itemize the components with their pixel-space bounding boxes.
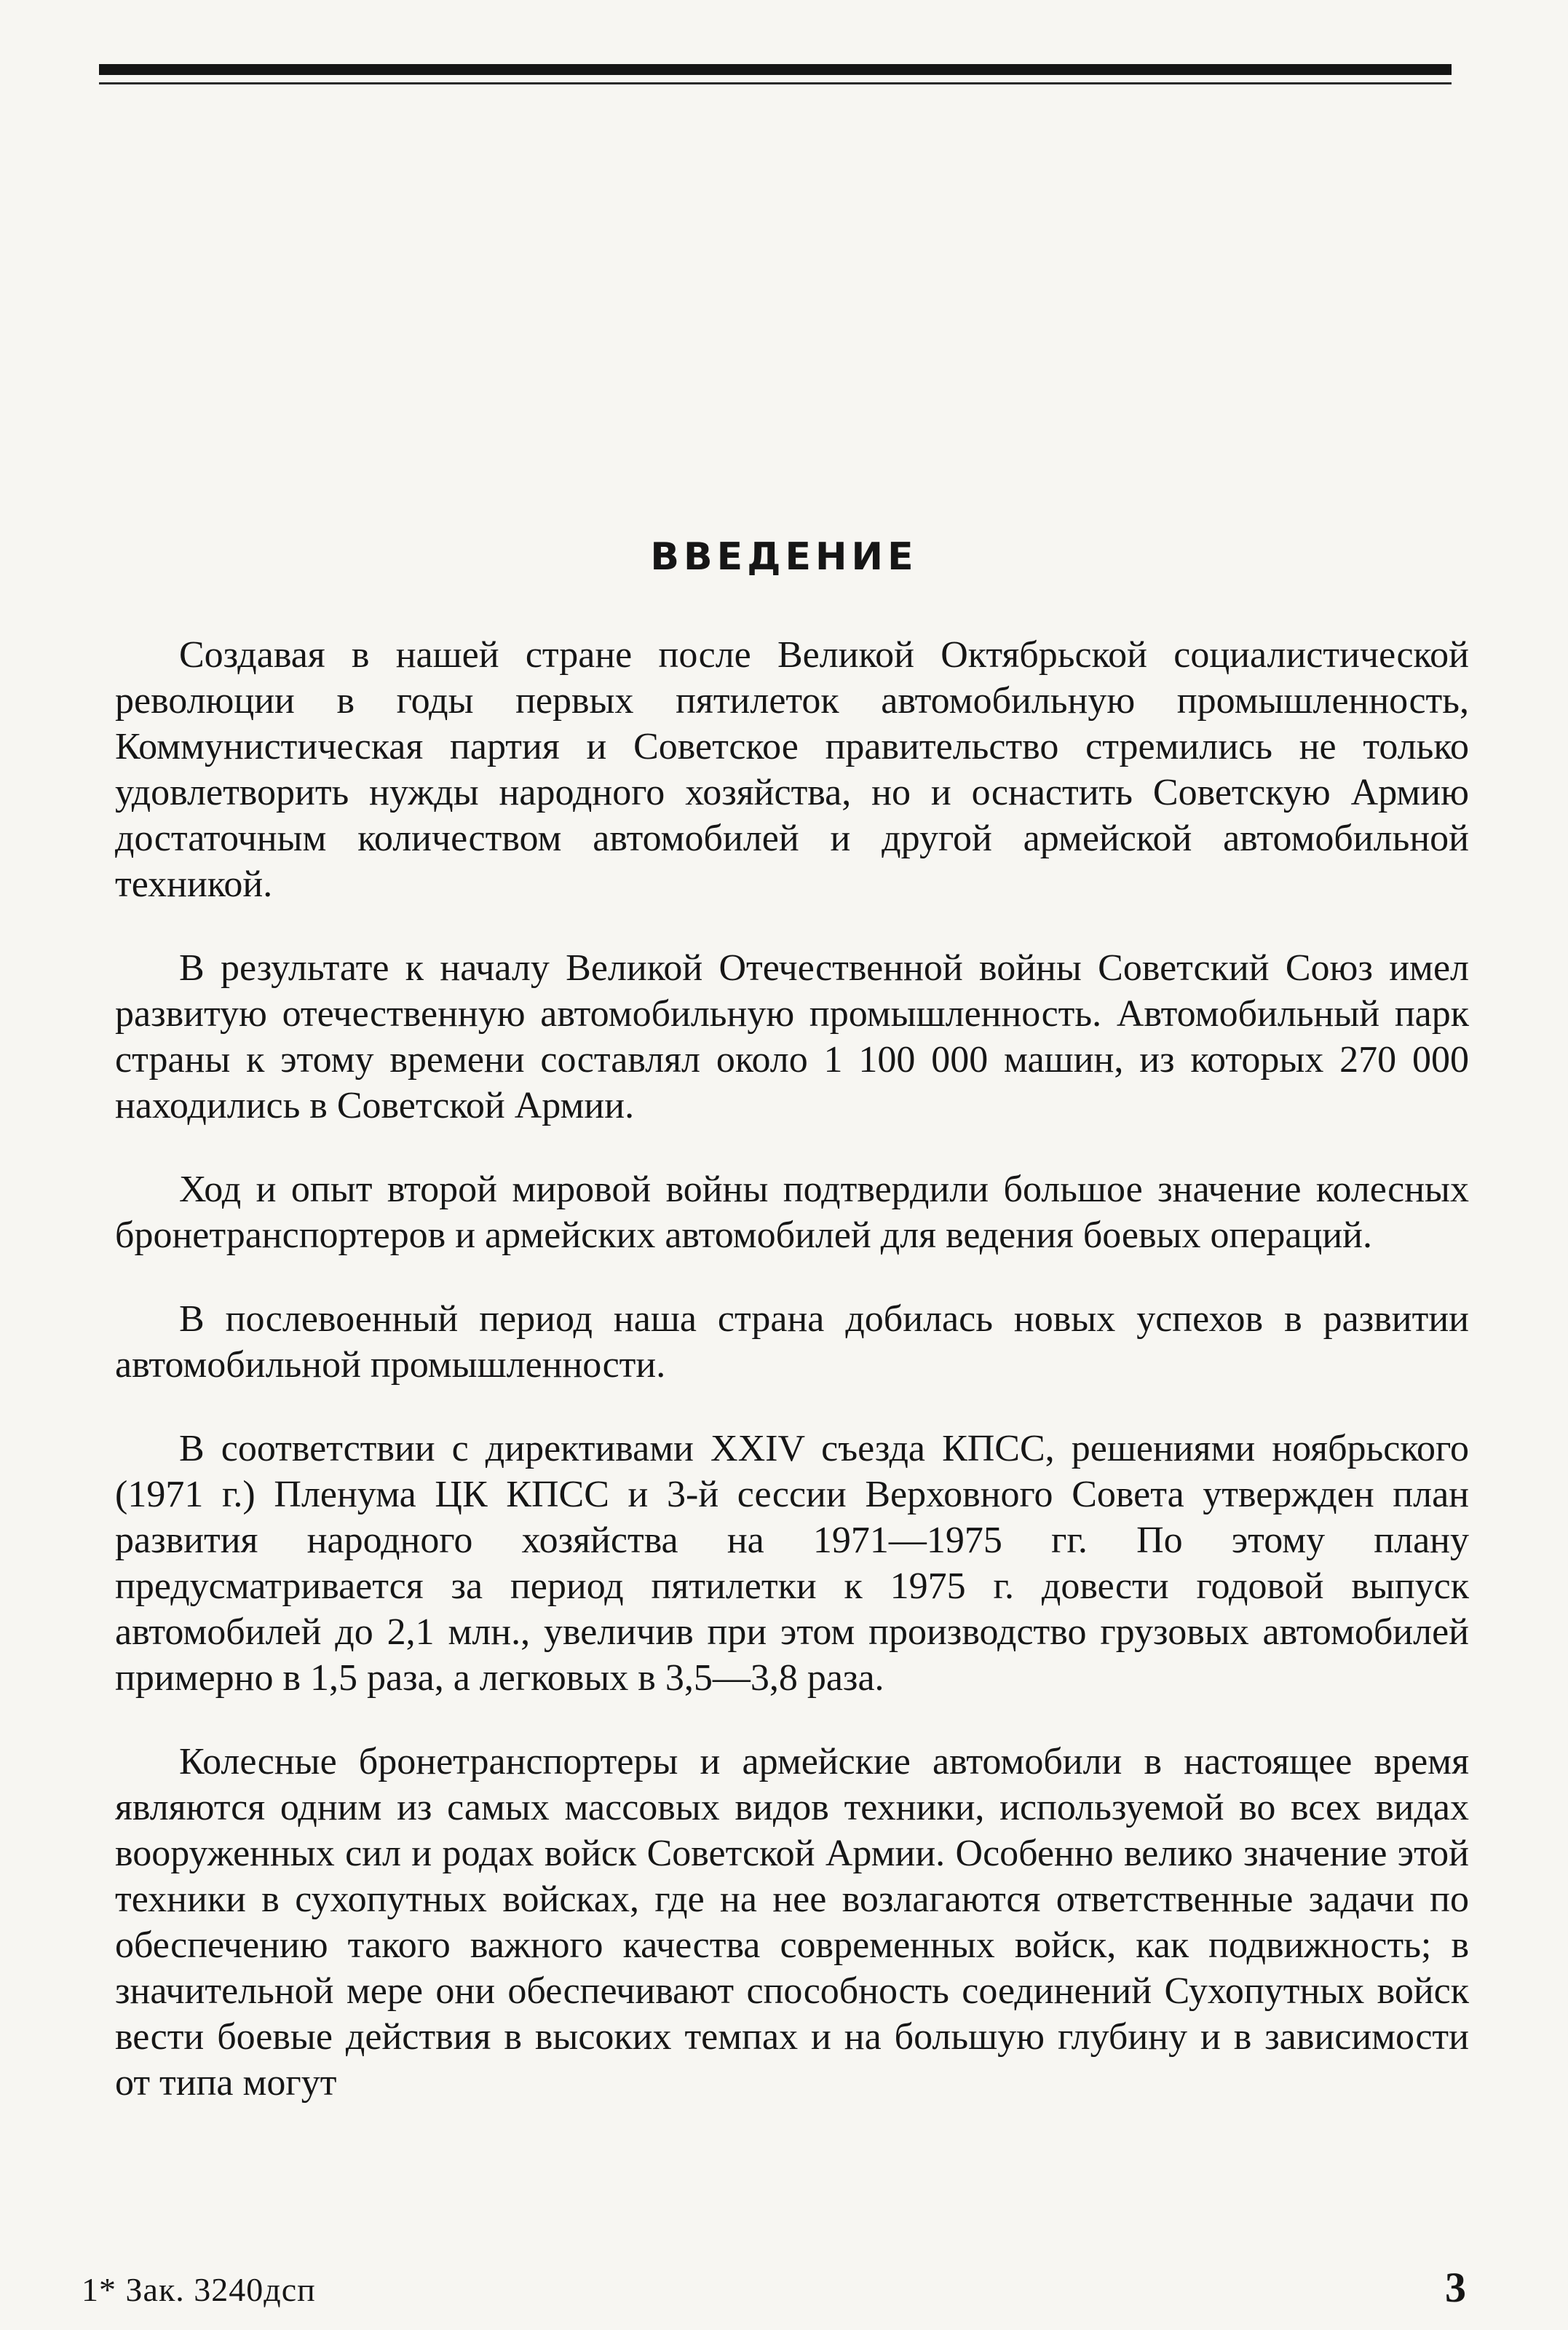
top-rule — [99, 64, 1452, 75]
page-title: ВВЕДЕНИЕ — [650, 535, 918, 579]
print-order-note: 1* Зак. 3240дсп — [82, 2271, 316, 2308]
paragraph-5: В соответствии с директивами XXIV съезда КПСС, решениями ноябрьского (1971 г.) Пленума ЦК КПСС и 3-й сессии Верховного Совета утвержден план развития народного хозяйства на 1971—1975 гг. По этому плану предусматривается за период пятилетки к 1975 г. довести годовой выпуск автомобилей до 2,1 млн., увеличив при этом производство грузовых автомобилей примерно в 1,5 раза, а легковых в 3,5—3,8 раза. — [115, 1428, 1469, 1699]
paragraph-4: В послевоенный период наша страна добилась новых успехов в развитии автомобильной промышленности. — [115, 1298, 1469, 1386]
page-number: 3 — [1445, 2264, 1466, 2311]
top-rule-thin — [99, 82, 1452, 84]
body-text — [115, 632, 1469, 2106]
paragraph-3: Ход и опыт второй мировой войны подтвердили большое значение колесных бронетранспортеров и армейских автомобилей для ведения боевых операций. — [115, 1169, 1469, 1256]
paragraph-1: Создавая в нашей стране после Великой Октябрьской социалистической революции в годы первых пятилеток автомобильную промышленность, Коммунистическая партия и Советское правительство стремились не только удовлетворить нужды народного хозяйства, но и оснастить Советскую Армию достаточным количеством автомобилей и другой армейской автомобильной техникой. — [115, 634, 1469, 905]
paragraph-6: Колесные бронетранспортеры и армейские автомобили в настоящее время являются одним из самых массовых видов техники, используемой во всех видах вооруженных сил и родах войск Советской Армии. Особенно велико значение этой техники в сухопутных войсках, где на нее возлагаются ответственные задачи по обеспечению такого важного качества современных войск, как подвижность; в значительной мере они обеспечивают способность соединений Сухопутных войск вести боевые действия в высоких темпах и на большую глубину и в зависимости от типа могут — [115, 1741, 1469, 2104]
paragraph-2: В результате к началу Великой Отечественной войны Советский Союз имел развитую отечественную автомобильную промышленность. Автомобильный парк страны к этому времени составлял около 1 100 000 машин, из которых 270 000 находились в Советской Армии. — [115, 947, 1469, 1126]
